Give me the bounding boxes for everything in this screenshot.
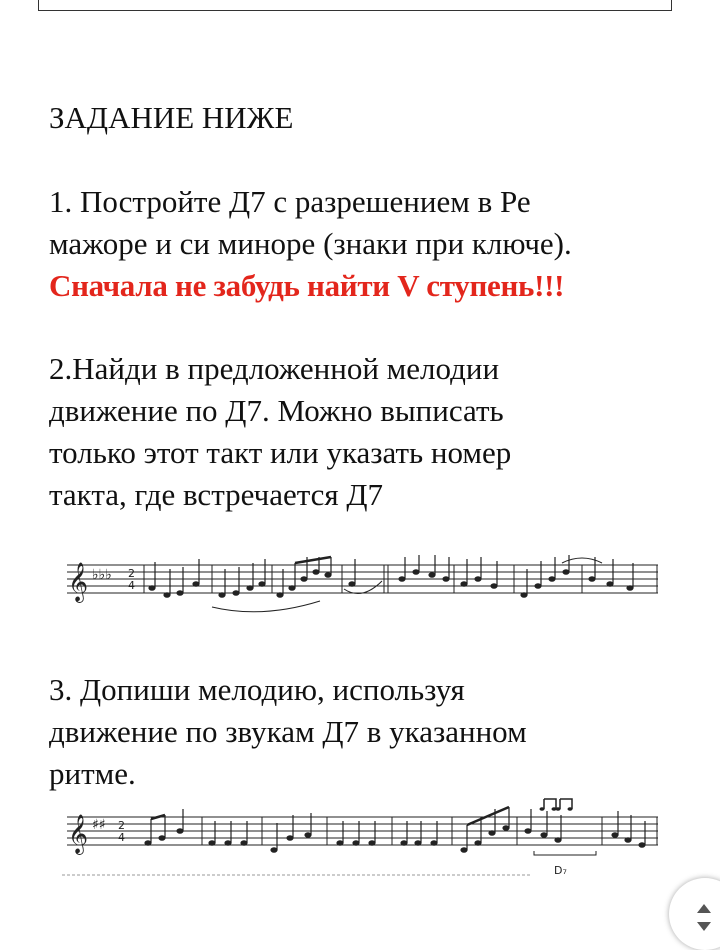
task2-line1: 2.Найди в предложенной мелодии (49, 351, 500, 386)
task3-line2: движение по звукам Д7 в указанном (49, 714, 527, 749)
task2-line2: движение по Д7. Можно выписать (49, 393, 504, 428)
svg-text:4: 4 (128, 579, 135, 592)
page-heading: ЗАДАНИЕ НИЖЕ (49, 100, 294, 135)
task3-rhythm-score (62, 795, 662, 879)
task1-line2: мажоре и си миноре (знаки при ключе). (49, 226, 572, 261)
task2-line4: такта, где встречается Д7 (49, 477, 384, 512)
task1-warning: Сначала не забудь найти V ступень!!! (49, 268, 565, 303)
previous-block-frame (38, 0, 672, 11)
task1-line1: 1. Постройте Д7 с разрешением в Ре (49, 184, 531, 219)
svg-text:4: 4 (118, 831, 125, 844)
task3-line1: 3. Допиши мелодию, используя (49, 672, 465, 707)
svg-text:2: 2 (118, 819, 125, 832)
treble-clef-icon: 𝄞 (68, 562, 89, 602)
chevron-up-icon (697, 904, 711, 913)
chevron-down-icon (697, 922, 711, 931)
scroll-toggle-button[interactable] (669, 878, 720, 950)
treble-clef-icon: 𝄞 (68, 814, 89, 854)
svg-text:2: 2 (128, 567, 135, 580)
task3-line3: ритме. (49, 756, 136, 791)
task2-melody-score (62, 555, 662, 617)
svg-text:♭♭♭: ♭♭♭ (92, 567, 112, 583)
svg-text:♯♯: ♯♯ (92, 817, 106, 833)
task2-line3: только этот такт или указать номер (49, 435, 512, 470)
task3-d7-label: D₇ (554, 864, 567, 877)
